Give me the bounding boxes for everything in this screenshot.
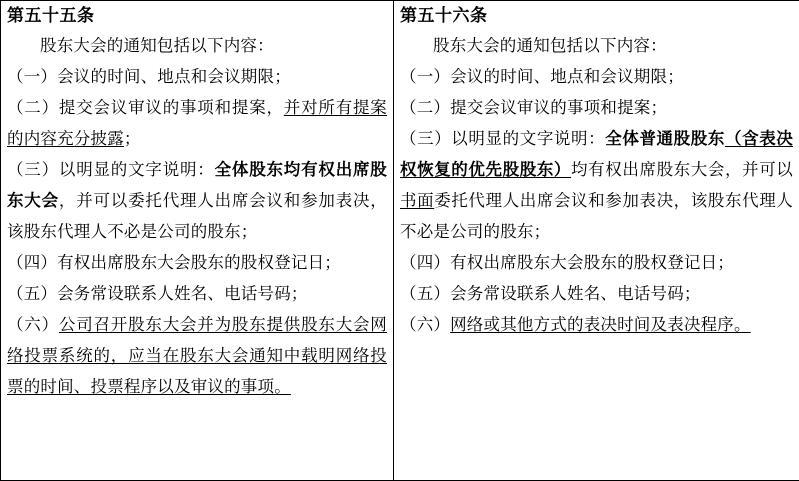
text-run: （一）会议的时间、地点和会议期限； <box>400 67 684 86</box>
text-run: （五）会务常设联系人姓名、电话号码； <box>400 284 701 303</box>
text-run: （六） <box>400 315 451 334</box>
text-run: （六） <box>7 315 59 334</box>
paragraph-item-6 <box>400 309 793 340</box>
text-run-emphasis: （含表决权恢复的优先股股东） <box>400 129 793 179</box>
text-run: 股东大会的通知包括以下内容： <box>40 36 274 55</box>
text-run-emphasis: 网络或其他方式的表决时间及表决程序。 <box>450 315 751 334</box>
text-run: （二）提交会议审议的事项和提案； <box>400 98 668 117</box>
paragraph-item-1 <box>400 61 793 92</box>
text-run: （一）会议的时间、地点和会议期限； <box>7 67 291 86</box>
paragraph-lead <box>7 30 387 61</box>
paragraph-item-2 <box>400 92 793 123</box>
text-run-emphasis: 全体普通股股东 <box>605 129 725 148</box>
paragraph-item-3 <box>7 154 387 247</box>
article-title-left: 第五十五条 <box>7 6 95 26</box>
text-run: （三）以明显的文字说明： <box>400 129 606 148</box>
left-column-content <box>1 1 393 402</box>
paragraph-item-5 <box>400 278 793 309</box>
text-run-emphasis: 全体股东均有权出席股东大会 <box>7 160 388 210</box>
text-run-emphasis: 书面 <box>400 191 435 210</box>
paragraph-item-4 <box>7 247 387 278</box>
text-run-emphasis: 并对所有提案的内容充分披露 <box>7 98 387 148</box>
paragraph-item-4 <box>400 247 793 278</box>
text-run: （二）提交会议审议的事项和提案， <box>7 98 284 117</box>
paragraph-item-5 <box>7 278 387 309</box>
paragraph-item-1 <box>7 61 387 92</box>
paragraph-item-2 <box>7 92 387 154</box>
left-column-paragraphs <box>7 30 387 402</box>
text-run: （三）以明显的文字说明： <box>7 160 215 179</box>
text-run: ，并可以委托代理人出席会议和参加表决，该股东代理人不必是公司的股东； <box>7 191 387 241</box>
paragraph-item-3 <box>400 123 793 247</box>
article-title-right: 第五十六条 <box>400 6 488 26</box>
right-column-paragraphs <box>400 30 793 340</box>
paragraph-lead <box>400 30 793 61</box>
text-run-emphasis: 公司召开股东大会并为股东提供股东大会网络投票系统的，应当在股东大会通知中载明网络投票的时间、投票程序以及审议的事项。 <box>7 315 387 396</box>
text-run: ； <box>123 129 141 148</box>
text-run: 委托代理人出席会议和参加表决，该股东代理人不必是公司的股东； <box>400 191 794 241</box>
table-cell-right <box>394 1 799 481</box>
text-run: 股东大会的通知包括以下内容： <box>433 36 667 55</box>
paragraph-item-6 <box>7 309 387 402</box>
text-run: （四）有权出席股东大会股东的股权登记日； <box>400 253 734 272</box>
text-run: （五）会务常设联系人姓名、电话号码； <box>7 284 308 303</box>
right-column-content <box>394 1 799 340</box>
text-run: （四）有权出席股东大会股东的股权登记日； <box>7 253 341 272</box>
table-cell-left <box>1 1 394 481</box>
text-run: 均有权出席股东大会，并可以 <box>571 160 793 179</box>
